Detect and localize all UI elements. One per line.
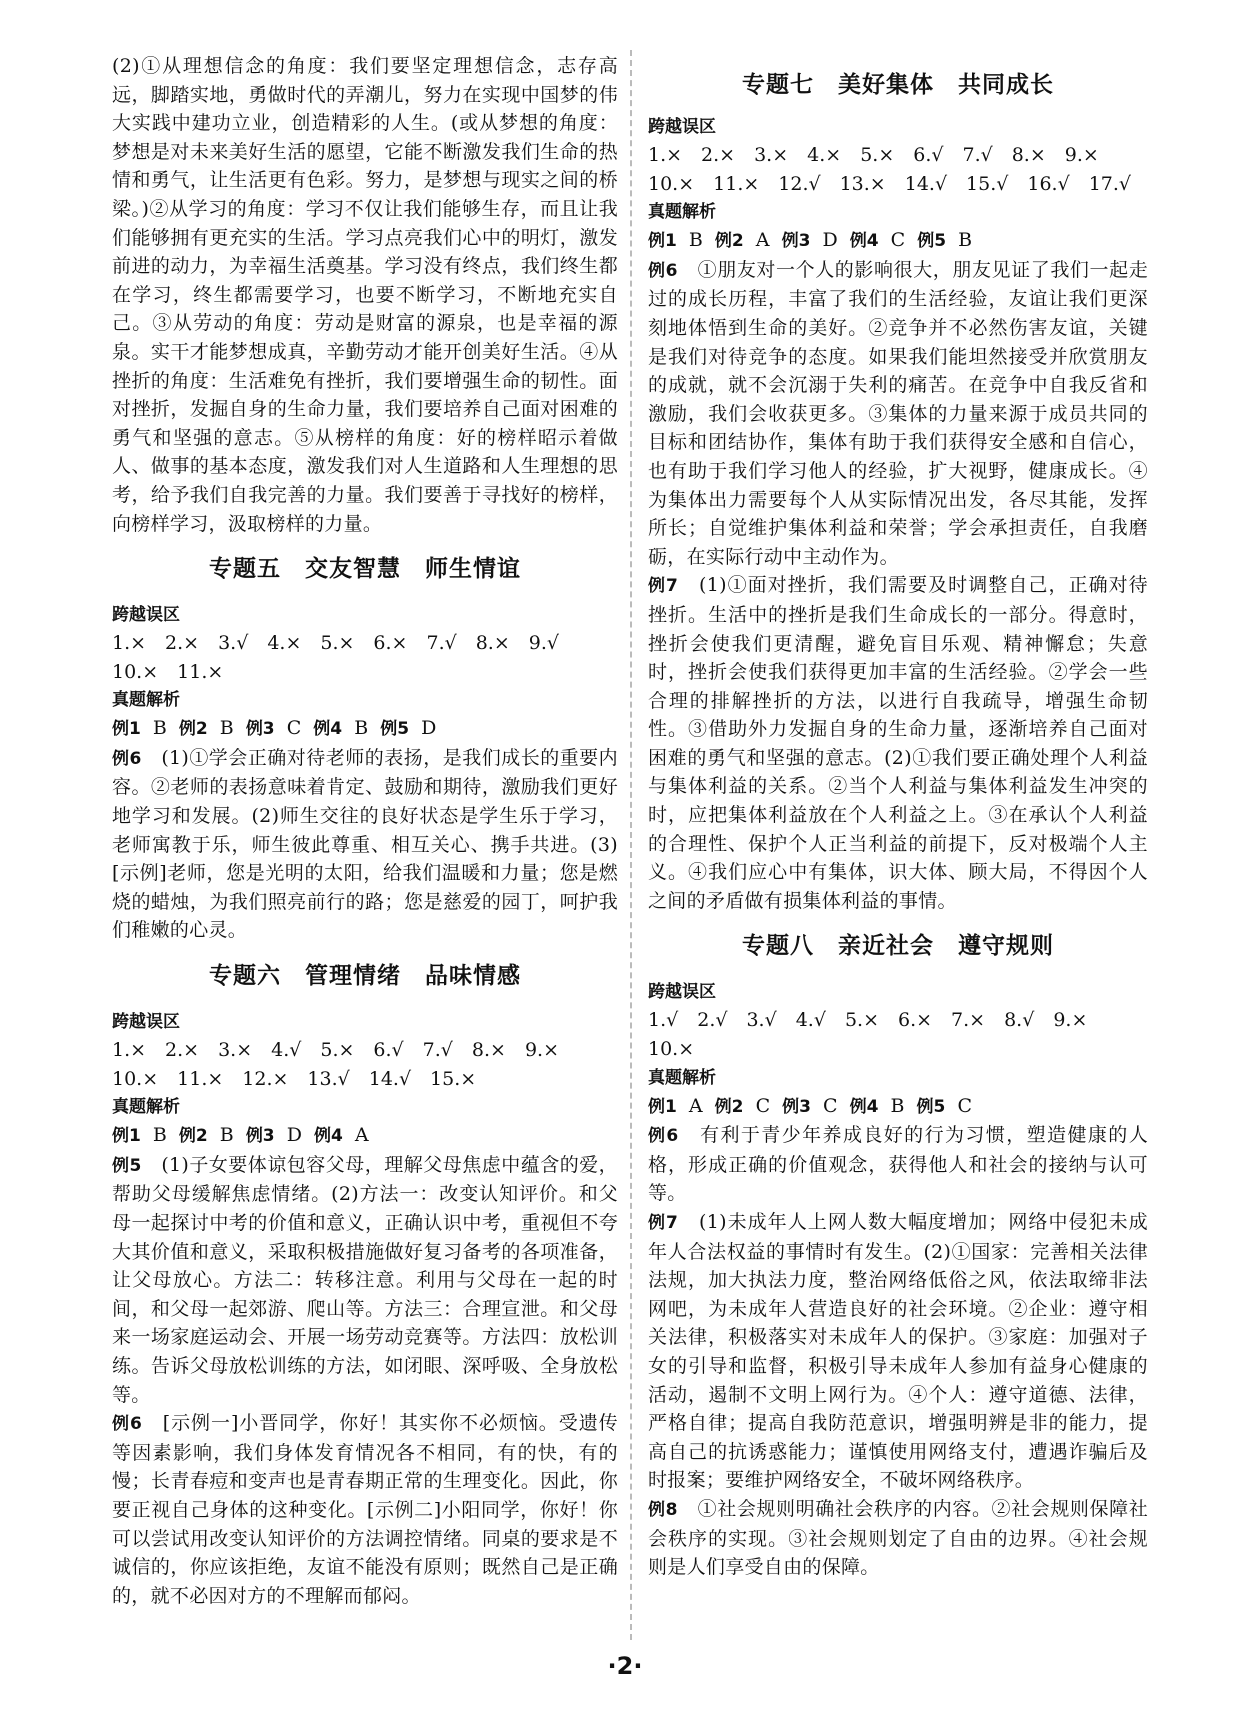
s6-label-mistakes: 跨越误区 bbox=[112, 1012, 180, 1033]
s8-choice-answers: 例1 A 例2 C 例3 C 例4 B 例5 C bbox=[648, 1094, 972, 1117]
left-column bbox=[112, 52, 618, 1610]
page-number: ·2· bbox=[607, 1652, 643, 1680]
right-column bbox=[648, 52, 1148, 1582]
s8-example-7: 例7 (1)未成年人上网人数大幅度增加；网络中侵犯未成年人合法权益的事情时有发生。(2)①国家：完善相关法律法规，加大执法力度，整治网络低俗之风，依法取缔非法网吧，为未成年人营造良好的社会环境。②企业：遵守相关法律，积极落实对未成年人的保护。③家庭：加强对子女的引导和监督，积极引导未成年人参加有益身心健康的活动，遏制不文明上网行为。④个人：遵守道德、法律，严格自律；提高自我防范意识，增强明辨是非的能力，提高自己的抗诱惑能力；谨慎使用网络支付，遭遇诈骗后及时报案；要维护网络安全，不破坏网络秩序。 bbox=[648, 1211, 1148, 1492]
s6-true-false-answers: 1.× 2.× 3.× 4.√ 5.× 6.√ 7.√ 8.× 9.× 10.× 11.× 12.× 13.√ 14.√ 15.× bbox=[112, 1039, 579, 1090]
s7-example-7: 例7 (1)①面对挫折，我们需要及时调整自己，正确对待挫折。生活中的挫折是我们生命成长的一部分。得意时，挫折会使我们更清醒，避免盲目乐观、精神懈怠；失意时，挫折会使我们获得更加丰富的生活经验。②学会一些合理的排解挫折的方法，以进行自我疏导，增强生命韧性。③借助外力发掘自身的生命力量，逐渐培养自己面对困难的勇气和坚强的意志。(2)①我们要正确处理个人利益与集体利益的关系。②当个人利益与集体利益发生冲突的时，应把集体利益放在个人利益之上。③在承认个人利益的合理性、保护个人正当利益的前提下，反对极端个人主义。④我们应心中有集体，识大体、顾大局，不得因个人之间的矛盾做有损集体利益的事情。 bbox=[648, 574, 1148, 912]
s5-true-false-answers: 1.× 2.× 3.√ 4.× 5.× 6.× 7.√ 8.× 9.√ 10.× 11.× bbox=[112, 632, 579, 683]
s5-choice-answers: 例1 B 例2 B 例3 C 例4 B 例5 D bbox=[112, 717, 437, 740]
s7-choice-answers: 例1 B 例2 A 例3 D 例4 C 例5 B bbox=[648, 229, 973, 252]
s7-example-6: 例6 ①朋友对一个人的影响很大，朋友见证了我们一起走过的成长历程，丰富了我们的生活经验，友谊让我们更深刻地体悟到生命的美好。②竞争并不必然伤害友谊，关键是我们对待竞争的态度。如果我们能坦然接受并欣赏朋友的成就，就不会沉溺于失利的痛苦。在竞争中自我反省和激励，我们会收获更多。③集体的力量来源于成员共同的目标和团结协作，集体有助于我们获得安全感和自信心，也有助于我们学习他人的经验，扩大视野，健康成长。④为集体出力需要每个人从实际情况出发，各尽其能，发挥所长；自觉维护集体利益和荣誉；学会承担责任，自我磨砺，在实际行动中主动作为。 bbox=[648, 258, 1148, 568]
s8-label-analysis: 真题解析 bbox=[648, 1067, 716, 1088]
s5-label-analysis: 真题解析 bbox=[112, 690, 180, 711]
s5-label-mistakes: 跨越误区 bbox=[112, 605, 180, 626]
s7-true-false-answers: 1.× 2.× 3.× 4.× 5.× 6.√ 7.√ 8.× 9.× 10.× 11.× 12.√ 13.× 14.√ 15.√ 16.√ 17.√ bbox=[648, 144, 1132, 195]
s6-label-analysis: 真题解析 bbox=[112, 1097, 180, 1118]
s8-true-false-answers: 1.√ 2.√ 3.√ 4.√ 5.× 6.× 7.× 8.√ 9.× 10.× bbox=[648, 1009, 1107, 1061]
s7-label-mistakes: 跨越误区 bbox=[648, 117, 716, 137]
column-divider bbox=[630, 50, 632, 1640]
s5-example-6: 例6 (1)①学会正确对待老师的表扬，是我们成长的重要内容。②老师的表扬意味着肯定、鼓励和期待，激励我们更好地学习和发展。(2)师生交往的良好状态是学生乐于学习，老师寓教于乐，师生彼此尊重、相互关心、携手共进。(3)[示例]老师，您是光明的太阳，给我们温暖和力量；您是燃烧的蜡烛，为我们照亮前行的路；您是慈爱的园丁，呵护我们稚嫩的心灵。 bbox=[112, 746, 618, 942]
intro-paragraph: (2)①从理想信念的角度：我们要坚定理想信念，志存高远，脚踏实地，勇做时代的弄潮儿，努力在实现中国梦的伟大实践中建功立业，创造精彩的人生。(或从梦想的角度：梦想是对未来美好生活的愿望，它能不断激发我们生命的热情和勇气，让生活更有色彩。努力，是梦想与现实之间的桥梁。)②从学习的角度：学习不仅让我们能够生存，而且让我们能够拥有更充实的生活。学习点亮我们心中的明灯，激发前进的动力，为幸福生活奠基。学习没有终点，我们终生都在学习，终生都需要学习，也要不断学习，不断地充实自己。③从劳动的角度：劳动是财富的源泉，也是幸福的源泉。实干才能梦想成真，辛勤劳动才能开创美好生活。④从挫折的角度：生活难免有挫折，我们要增强生命的韧性。面对挫折，发掘自身的生命力量，我们要培养自己面对困难的勇气和坚强的意志。⑤从榜样的角度：好的榜样昭示着做人、做事的基本态度，激发我们对人生道路和人生理想的思考，给予我们自我完善的力量。我们要善于寻找好的榜样，向榜样学习，汲取榜样的力量。 bbox=[112, 55, 618, 535]
s6-example-6: 例6 [示例一]小晋同学，你好！其实你不必烦恼。受遗传等因素影响，我们身体发育情况各不相同，有的快，有的慢；长青春痘和变声也是青春期正常的生理变化。因此，你要正视自己身体的这种变化。[示例二]小阳同学，你好！你可以尝试用改变认知评价的方法调控情绪。同桌的要求是不诚信的，你应该拒绝，友谊不能没有原则；既然自己是正确的，就不必因对方的不理解而郁闷。 bbox=[112, 1412, 618, 1607]
s6-example-5: 例5 (1)子女要体谅包容父母，理解父母焦虑中蕴含的爱，帮助父母缓解焦虑情绪。(2)方法一：改变认知评价。和父母一起探讨中考的价值和意义，正确认识中考，重视但不夸大其价值和意义，采取积极措施做好复习备考的各项准备，让父母放心。方法二：转移注意。利用与父母在一起的时间，和父母一起郊游、爬山等。方法三：合理宣泄。和父母来一场家庭运动会、开展一场劳动竞赛等。方法四：放松训练。告诉父母放松训练的方法，如闭眼、深呼吸、全身放松等。 bbox=[112, 1153, 618, 1406]
s6-choice-answers: 例1 B 例2 B 例3 D 例4 A bbox=[112, 1124, 369, 1147]
section-5-title: 专题五 交友智慧 师生情谊 bbox=[209, 556, 521, 583]
section-8-title: 专题八 亲近社会 遵守规则 bbox=[742, 933, 1054, 960]
section-6-title: 专题六 管理情绪 品味情感 bbox=[209, 963, 521, 990]
s8-example-6: 例6 有利于青少年养成良好的行为习惯，塑造健康的人格，形成正确的价值观念，获得他人和社会的接纳与认可等。 bbox=[648, 1124, 1148, 1205]
s8-label-mistakes: 跨越误区 bbox=[648, 982, 716, 1003]
s7-label-analysis: 真题解析 bbox=[648, 202, 716, 223]
section-7-title: 专题七 美好集体 共同成长 bbox=[742, 72, 1054, 98]
s8-example-8: 例8 ①社会规则明确社会秩序的内容。②社会规则保障社会秩序的实现。③社会规则划定了自由的边界。④社会规则是人们享受自由的保障。 bbox=[648, 1497, 1148, 1579]
